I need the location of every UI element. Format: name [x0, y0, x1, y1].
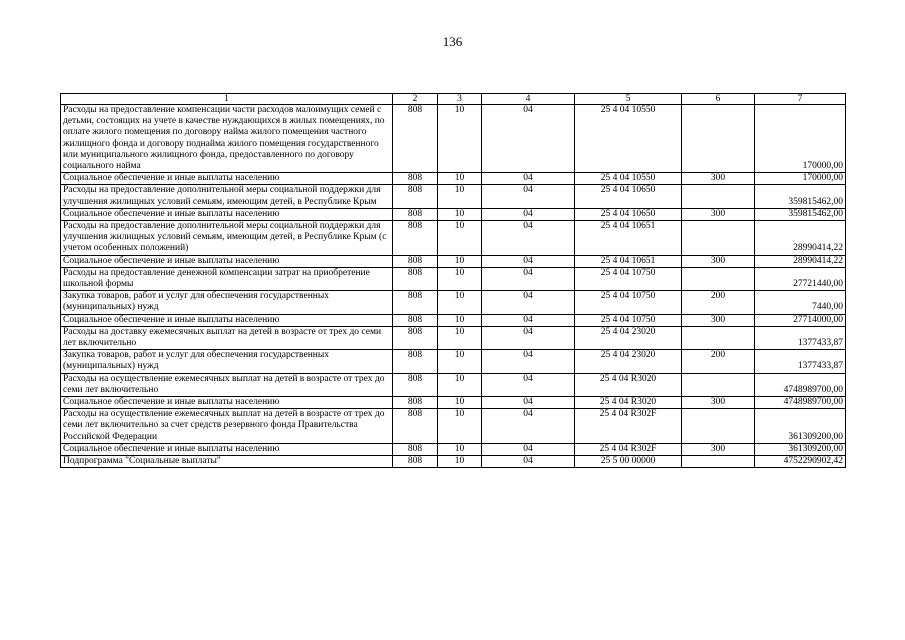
expense-type-cell — [682, 267, 755, 290]
amount-cell: 359815462,00 — [755, 208, 846, 220]
amount-cell: 361309200,00 — [755, 409, 846, 444]
target-article-cell: 25 4 04 10651 — [575, 255, 682, 267]
expense-name-cell: Расходы на предоставление дополнительной меры социальной поддержки для улучшения жилищных условий семьям, имеющим детей, в Республике Крым (с учетом особенных положений) — [61, 221, 393, 256]
table-row — [61, 443, 846, 455]
ministry-code-cell: 808 — [393, 350, 438, 373]
section-code-cell: 10 — [438, 397, 482, 409]
table-row — [61, 185, 846, 208]
ministry-code-cell: 808 — [393, 105, 438, 173]
subsection-code-cell: 04 — [482, 326, 575, 349]
ministry-code-cell: 808 — [393, 221, 438, 256]
table-row — [61, 373, 846, 396]
ministry-code-cell: 808 — [393, 409, 438, 444]
header-cell: 3 — [438, 94, 482, 105]
expense-type-cell: 300 — [682, 208, 755, 220]
amount-cell: 4748989700,00 — [755, 373, 846, 396]
section-code-cell: 10 — [438, 326, 482, 349]
target-article-cell: 25 4 04 23020 — [575, 326, 682, 349]
ministry-code-cell: 808 — [393, 314, 438, 326]
expense-name-cell: Расходы на осуществление ежемесячных выплат на детей в возрасте от трех до семи лет включительно за счет средств резервного фонда Правительства Российской Федерации — [61, 409, 393, 444]
subsection-code-cell: 04 — [482, 397, 575, 409]
expense-type-cell — [682, 185, 755, 208]
table-row — [61, 456, 846, 468]
table-row — [61, 350, 846, 373]
target-article-cell: 25 4 04 10750 — [575, 291, 682, 314]
section-code-cell: 10 — [438, 255, 482, 267]
target-article-cell: 25 4 04 10550 — [575, 105, 682, 173]
target-article-cell: 25 4 04 R302F — [575, 443, 682, 455]
expense-name-cell: Социальное обеспечение и иные выплаты населению — [61, 173, 393, 185]
subsection-code-cell: 04 — [482, 443, 575, 455]
ministry-code-cell: 808 — [393, 326, 438, 349]
table-row — [61, 291, 846, 314]
amount-cell: 28990414,22 — [755, 255, 846, 267]
table-row — [61, 267, 846, 290]
section-code-cell: 10 — [438, 185, 482, 208]
section-code-cell: 10 — [438, 105, 482, 173]
amount-cell: 27721440,00 — [755, 267, 846, 290]
target-article-cell: 25 4 04 10651 — [575, 221, 682, 256]
amount-cell: 27714000,00 — [755, 314, 846, 326]
amount-cell: 1377433,87 — [755, 326, 846, 349]
target-article-cell: 25 4 04 10650 — [575, 185, 682, 208]
ministry-code-cell: 808 — [393, 185, 438, 208]
expense-type-cell — [682, 326, 755, 349]
subsection-code-cell: 04 — [482, 350, 575, 373]
expense-type-cell: 300 — [682, 173, 755, 185]
ministry-code-cell: 808 — [393, 397, 438, 409]
subsection-code-cell: 04 — [482, 255, 575, 267]
header-cell: 1 — [61, 94, 393, 105]
subsection-code-cell: 04 — [482, 267, 575, 290]
expense-name-cell: Расходы на предоставление дополнительной меры социальной поддержки для улучшения жилищных условий семьям, имеющим детей, в Республике Крым — [61, 185, 393, 208]
expense-name-cell: Социальное обеспечение и иные выплаты населению — [61, 443, 393, 455]
amount-cell: 7440,00 — [755, 291, 846, 314]
table-row — [61, 173, 846, 185]
table-row — [61, 208, 846, 220]
expense-name-cell: Социальное обеспечение и иные выплаты населению — [61, 255, 393, 267]
expense-name-cell: Социальное обеспечение и иные выплаты населению — [61, 208, 393, 220]
ministry-code-cell: 808 — [393, 373, 438, 396]
amount-cell: 361309200,00 — [755, 443, 846, 455]
subsection-code-cell: 04 — [482, 105, 575, 173]
subsection-code-cell: 04 — [482, 185, 575, 208]
header-cell: 6 — [682, 94, 755, 105]
ministry-code-cell: 808 — [393, 173, 438, 185]
amount-cell: 170000,00 — [755, 173, 846, 185]
target-article-cell: 25 4 04 10650 — [575, 208, 682, 220]
amount-cell: 170000,00 — [755, 105, 846, 173]
subsection-code-cell: 04 — [482, 208, 575, 220]
header-cell: 4 — [482, 94, 575, 105]
section-code-cell: 10 — [438, 373, 482, 396]
table-row — [61, 409, 846, 444]
expense-type-cell: 200 — [682, 291, 755, 314]
expense-type-cell — [682, 409, 755, 444]
table-row — [61, 397, 846, 409]
expense-type-cell: 200 — [682, 350, 755, 373]
table-row — [61, 326, 846, 349]
section-code-cell: 10 — [438, 409, 482, 444]
expense-type-cell: 300 — [682, 314, 755, 326]
table-row — [61, 314, 846, 326]
target-article-cell: 25 4 04 10550 — [575, 173, 682, 185]
expense-name-cell: Расходы на осуществление ежемесячных выплат на детей в возрасте от трех до семи лет включительно — [61, 373, 393, 396]
expense-type-cell — [682, 456, 755, 468]
subsection-code-cell: 04 — [482, 409, 575, 444]
header-cell: 7 — [755, 94, 846, 105]
section-code-cell: 10 — [438, 267, 482, 290]
ministry-code-cell: 808 — [393, 208, 438, 220]
target-article-cell: 25 4 04 10750 — [575, 267, 682, 290]
expense-name-cell: Социальное обеспечение и иные выплаты населению — [61, 397, 393, 409]
expense-name-cell: Закупка товаров, работ и услуг для обеспечения государственных (муниципальных) нужд — [61, 350, 393, 373]
expense-name-cell: Расходы на доставку ежемесячных выплат на детей в возрасте от трех до семи лет включительно — [61, 326, 393, 349]
ministry-code-cell: 808 — [393, 456, 438, 468]
section-code-cell: 10 — [438, 350, 482, 373]
expense-type-cell: 300 — [682, 397, 755, 409]
header-cell: 2 — [393, 94, 438, 105]
target-article-cell: 25 5 00 00000 — [575, 456, 682, 468]
expense-type-cell: 300 — [682, 443, 755, 455]
amount-cell: 1377433,87 — [755, 350, 846, 373]
table-row — [61, 255, 846, 267]
subsection-code-cell: 04 — [482, 456, 575, 468]
target-article-cell: 25 4 04 R302F — [575, 409, 682, 444]
amount-cell: 359815462,00 — [755, 185, 846, 208]
table-row — [61, 221, 846, 256]
header-row — [61, 94, 846, 105]
subsection-code-cell: 04 — [482, 173, 575, 185]
ministry-code-cell: 808 — [393, 267, 438, 290]
expense-name-cell: Социальное обеспечение и иные выплаты населению — [61, 314, 393, 326]
expense-name-cell: Расходы на предоставление денежной компенсации затрат на приобретение школьной формы — [61, 267, 393, 290]
section-code-cell: 10 — [438, 443, 482, 455]
subsection-code-cell: 04 — [482, 314, 575, 326]
amount-cell: 28990414,22 — [755, 221, 846, 256]
section-code-cell: 10 — [438, 221, 482, 256]
expense-name-cell: Закупка товаров, работ и услуг для обеспечения государственных (муниципальных) нужд — [61, 291, 393, 314]
target-article-cell: 25 4 04 23020 — [575, 350, 682, 373]
expense-type-cell: 300 — [682, 255, 755, 267]
target-article-cell: 25 4 04 R3020 — [575, 373, 682, 396]
table-row — [61, 105, 846, 173]
subsection-code-cell: 04 — [482, 373, 575, 396]
ministry-code-cell: 808 — [393, 443, 438, 455]
expense-type-cell — [682, 373, 755, 396]
amount-cell: 4748989700,00 — [755, 397, 846, 409]
section-code-cell: 10 — [438, 291, 482, 314]
subsection-code-cell: 04 — [482, 291, 575, 314]
subsection-code-cell: 04 — [482, 221, 575, 256]
expense-name-cell: Подпрограмма "Социальные выплаты" — [61, 456, 393, 468]
amount-cell: 4752290902,42 — [755, 456, 846, 468]
target-article-cell: 25 4 04 R3020 — [575, 397, 682, 409]
section-code-cell: 10 — [438, 456, 482, 468]
table-body — [61, 94, 846, 468]
expense-type-cell — [682, 221, 755, 256]
target-article-cell: 25 4 04 10750 — [575, 314, 682, 326]
section-code-cell: 10 — [438, 173, 482, 185]
expense-name-cell: Расходы на предоставление компенсации части расходов малоимущих семей с детьми, состоящих на учете в качестве нуждающихся в жилых помещениях, по оплате жилого помещения по договору найма жилого помещения частного жилищного фонда и договору поднайма жилого помещения государственного или муниципального жилищного фонда, предоставленного по договору социального найма — [61, 105, 393, 173]
expense-type-cell — [682, 105, 755, 173]
ministry-code-cell: 808 — [393, 255, 438, 267]
page-number: 136 — [442, 34, 463, 49]
budget-table — [60, 93, 846, 468]
ministry-code-cell: 808 — [393, 291, 438, 314]
section-code-cell: 10 — [438, 208, 482, 220]
section-code-cell: 10 — [438, 314, 482, 326]
header-cell: 5 — [575, 94, 682, 105]
